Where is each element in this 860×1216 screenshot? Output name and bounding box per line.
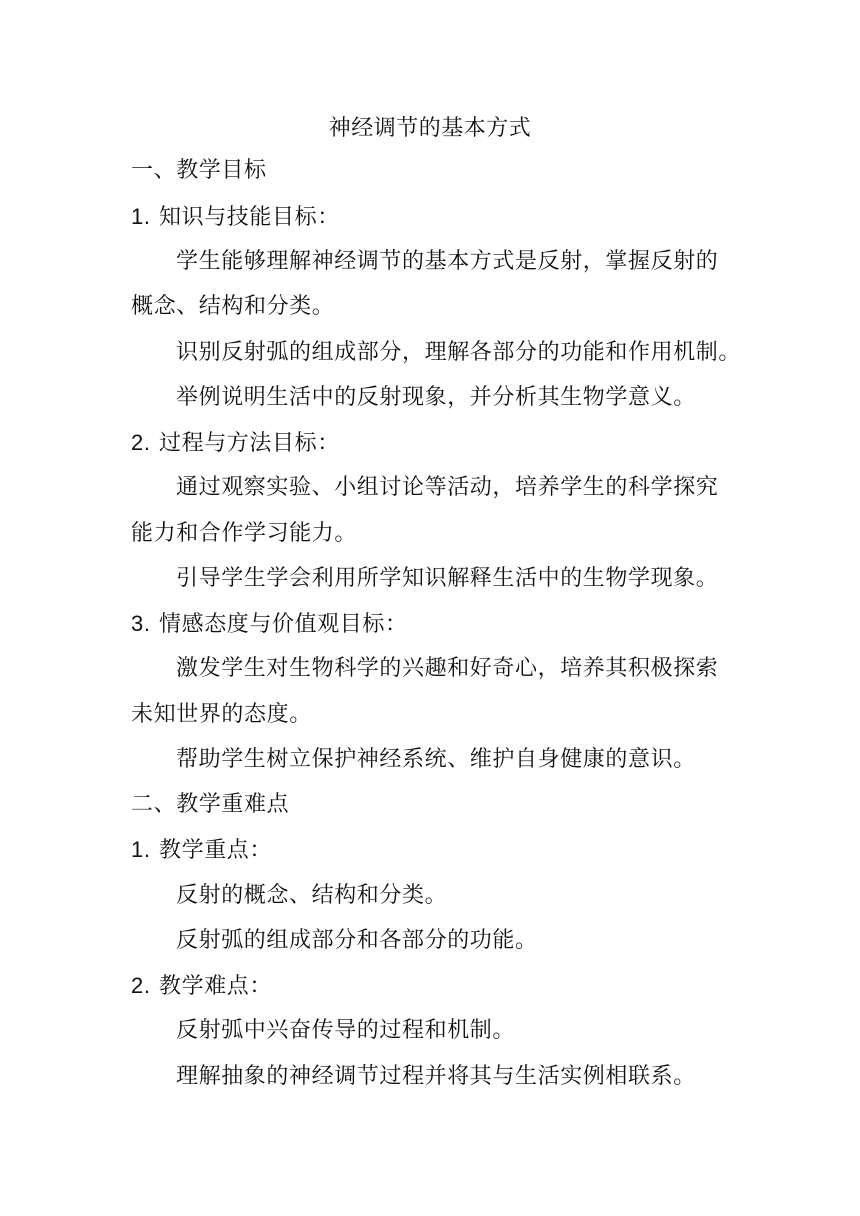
subheading-label: 教学重点： — [159, 838, 273, 863]
subheading-label: 情感态度与价值观目标： — [159, 612, 408, 637]
paragraph-line: 反射弧中兴奋传导的过程和机制。 — [176, 1018, 516, 1043]
page-title: 神经调节的基本方式 — [328, 116, 532, 141]
paragraph-line: 识别反射弧的组成部分，理解各部分的功能和作用机制。 — [176, 340, 742, 365]
list-number: 2. — [131, 973, 151, 998]
paragraph-line: 能力和合作学习能力。 — [131, 521, 358, 546]
list-number: 1. — [131, 837, 151, 862]
paragraph-line: 帮助学生树立保护神经系统、维护自身健康的意识。 — [176, 747, 696, 772]
subheading-emotion-values — [131, 608, 408, 641]
paragraph-line: 学生能够理解神经调节的基本方式是反射，掌握反射的 — [176, 249, 719, 274]
paragraph-line: 未知世界的态度。 — [131, 702, 312, 727]
paragraph-line: 反射的概念、结构和分类。 — [176, 883, 448, 908]
paragraph-line: 激发学生对生物科学的兴趣和好奇心，培养其积极探索 — [176, 656, 719, 681]
subheading-knowledge-skills — [131, 201, 340, 234]
subheading-label: 知识与技能目标： — [159, 205, 340, 230]
paragraph-line: 引导学生学会利用所学知识解释生活中的生物学现象。 — [176, 566, 719, 591]
subheading-label: 教学难点： — [159, 974, 273, 999]
list-number: 2. — [131, 430, 151, 455]
section-heading-objectives: 一、教学目标 — [131, 158, 267, 183]
list-number: 3. — [131, 611, 151, 636]
section-heading-key-points: 二、教学重难点 — [131, 792, 290, 817]
paragraph-line: 反射弧的组成部分和各部分的功能。 — [176, 928, 538, 953]
subheading-key-focus — [131, 834, 272, 867]
subheading-label: 过程与方法目标： — [159, 431, 340, 456]
paragraph-line: 理解抽象的神经调节过程并将其与生活实例相联系。 — [176, 1064, 696, 1089]
paragraph-line: 通过观察实验、小组讨论等活动，培养学生的科学探究 — [176, 475, 719, 500]
paragraph-line: 举例说明生活中的反射现象，并分析其生物学意义。 — [176, 385, 696, 410]
subheading-difficulties — [131, 970, 272, 1003]
paragraph-line: 概念、结构和分类。 — [131, 294, 335, 319]
list-number: 1. — [131, 204, 151, 229]
subheading-process-method — [131, 427, 340, 460]
